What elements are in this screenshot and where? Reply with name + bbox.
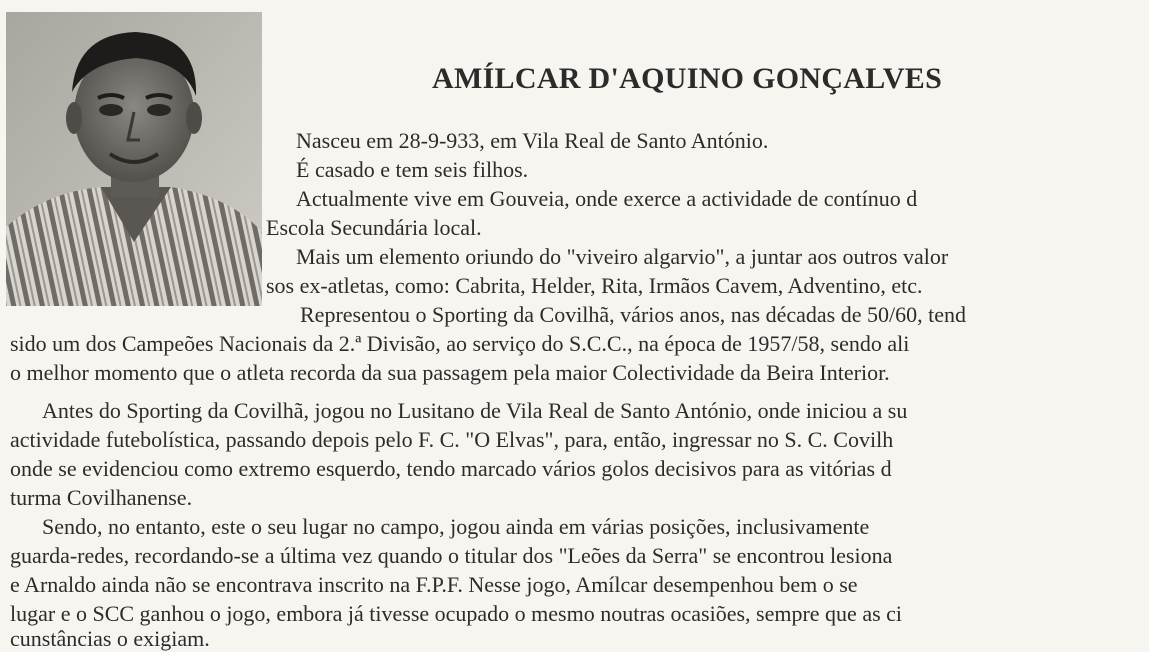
text-line: Representou o Sporting da Covilhã, vários anos, nas décadas de 50/60, tend	[300, 302, 966, 327]
text-line: e Arnaldo ainda não se encontrava inscrito na F.P.F. Nesse jogo, Amílcar desempenhou bem o se	[10, 572, 858, 597]
text-line: sido um dos Campeões Nacionais da 2.ª Divisão, ao serviço do S.C.C., na época de 1957/58, sendo ali	[10, 331, 910, 356]
text-line: Sendo, no entanto, este o seu lugar no campo, jogou ainda em várias posições, inclusivamente	[42, 514, 870, 539]
text-line: o melhor momento que o atleta recorda da sua passagem pela maior Colectividade da Beira Interior.	[10, 360, 890, 385]
text-line: cunstâncias o exigiam.	[10, 626, 210, 651]
text-line: guarda-redes, recordando-se a última vez quando o titular dos "Leões da Serra" se encontrou lesiona	[10, 543, 893, 568]
text-line: turma Covilhanense.	[10, 485, 193, 510]
text-line: Nasceu em 28-9-933, em Vila Real de Santo António.	[296, 128, 769, 153]
text-line: Actualmente vive em Gouveia, onde exerce a actividade de contínuo d	[296, 186, 918, 211]
text-line: sos ex-atletas, como: Cabrita, Helder, Rita, Irmãos Cavem, Adventino, etc.	[266, 273, 923, 298]
text-line: Antes do Sporting da Covilhã, jogou no Lusitano de Vila Real de Santo António, onde iniciou a su	[42, 398, 908, 423]
text-line: actividade futebolística, passando depois pelo F. C. "O Elvas", para, então, ingressar no S. C. Covilh	[10, 427, 894, 452]
text-line: Escola Secundária local.	[266, 215, 482, 240]
portrait-photo	[6, 12, 262, 306]
text-line: onde se evidenciou como extremo esquerdo, tendo marcado vários golos decisivos para as vitórias d	[10, 456, 892, 481]
text-line: É casado e tem seis filhos.	[296, 157, 529, 182]
article-title: AMÍLCAR D'AQUINO GONÇALVES	[432, 62, 943, 95]
text-line: Mais um elemento oriundo do "viveiro algarvio", a juntar aos outros valor	[296, 244, 949, 269]
text-line: lugar e o SCC ganhou o jogo, embora já tivesse ocupado o mesmo noutras ocasiões, sempre que as ci	[10, 601, 903, 626]
